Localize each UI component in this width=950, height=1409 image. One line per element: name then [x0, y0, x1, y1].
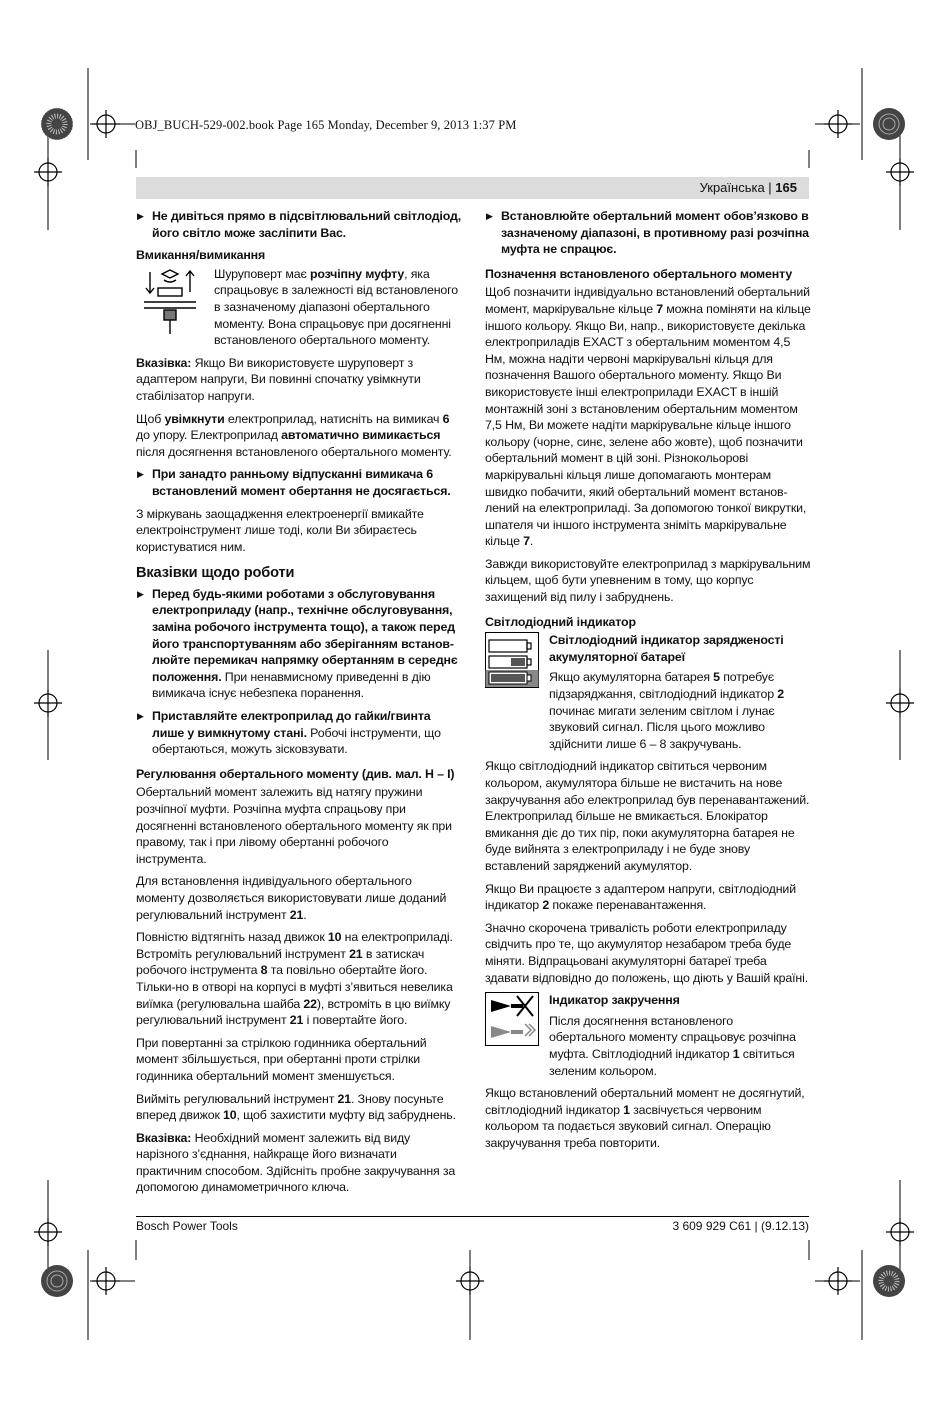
header-text: Українська | 165 — [699, 180, 797, 195]
clutch-icon — [136, 266, 204, 338]
note-paragraph: Вказівка: Необхідний момент залежить від виду нарізного з’єднання, найкраще його визначати практичним способом. Здійсніть пробне закручування за допомогою динамометричного ключа. — [136, 1130, 456, 1195]
section-heading: Регулювання обертального моменту (див. мал. H – I) — [136, 766, 455, 781]
right-column — [485, 208, 811, 1157]
battery-paragraph: Якщо Ви працюєте з адаптером напруги, світлодіодний індикатор 2 покаже перенавантаження. — [485, 881, 796, 913]
marking-paragraph: Щоб позначити індивідуально встановлений обертальний момент, маркірувальне кільце 7 можна поміняти на кільце іншого кольору. Якщо Ви, напр., використовуєте декілька електроприладів EXACT з обертальним моментом 4,5 Нм, можна надіти червоні маркірувальні кільця для позначення Вашого обертального моменту. Якщо Ви використовуєте інші електроприлади EXACT в іншій монтажній зоні з встановленим обертальним моментом 7,5 Нм, Ви можете надіти маркірувальне кільце іншого кольору (чорне, синє, зелене або жовте), щоб позначити обертальний момент в цій зоні. Різнокольорові маркірувальні кільця лише допомагають монтерам швидко побачити, який обертальний момент встановлений на електроприладі. За допомогою тонкої викрутки, шпателя чи іншого інструмента зніміть маркірувальне кільце 7. — [485, 285, 811, 549]
battery-figure-block — [485, 632, 811, 752]
screw-figure-block — [485, 992, 811, 1079]
subsection-heading: Світлодіодний індикатор зарядженості акумуляторної батареї — [549, 633, 784, 664]
torque-paragraph: Повністю відтягніть назад движок 10 на електроприладі. Встроміть регулювальний інструмент 21 в затискач робочого інструмента 8 та повільно обертайте його. Тільки-но в отворі на корпусі в муфті з’явиться невелика виїмка (регулювальна шайба 22), встроміть в цю виїмку регулювальний інструмент 21 і повертайте його. — [136, 930, 453, 1028]
section-heading: Світлодіодний індикатор — [485, 614, 636, 629]
page-number: 165 — [775, 180, 797, 195]
torque-paragraph: При повертанні за стрілкою годинника обертальний момент збільшується, при обертанні проти стрілки годинника обертальний момент зменшується. — [136, 1035, 427, 1083]
header-language: Українська — [699, 180, 765, 195]
screw-paragraph: Якщо встановлений обертальний момент не досягнутий, світлодіодний індикатор 1 засвічується червоним кольором та подається звуковий сигнал. Операцію закручування треба повторити. — [485, 1086, 805, 1150]
battery-paragraph: Якщо світлодіодний індикатор світиться червоним кольором, акумулятора більше не вистачить на нове закручування або електроприлад був перенавантажений. Електроприлад більше не вмикається. Блокіратор вмикання діє до тих пір, поки акумуляторна батарея не буде вийнята з електроприладу і не буде знову вставлений заряджений акумулятор. — [485, 759, 810, 873]
page-header — [136, 177, 809, 199]
footer-brand: Bosch Power Tools — [136, 1219, 238, 1233]
warning-bullet: ▶ Перед будь-якими роботами з обслуговування електроприладу (напр., технічне обслуговування, заміна робочого інструмента тощо), а також перед його транспортуванням або зберіганням встановлюйте перемикач напрямку обертанням в середнє положення. При ненавмисному приведенні в дію вимикача існує небезпека поранення. — [136, 586, 462, 702]
torque-paragraph: Вийміть регулювальний інструмент 21. Знову посуньте вперед движок 10, щоб захистити муфту від забруднень. — [136, 1091, 456, 1123]
marking-paragraph: Завжди використовуйте електроприлад з маркірувальним кільцем, щоб бути упевненим в тому, що корпус захищений від пилу і забруднень. — [485, 556, 811, 605]
battery-text: Світлодіодний індикатор зарядженості акумуляторної батареї Якщо акумуляторна батарея 5 потребує підзаряджання, світлодіодний індикатор 2 починає мигати зеленим світлом і лунає звуковий сигнал. Після цього можливо здійснити лише 6 – 8 закручувань. — [549, 632, 811, 752]
footer-rule — [136, 1216, 809, 1217]
warning-bullet: ▶ При занадто ранньому відпусканні вимикача 6 встановлений момент обертання не досягається. — [136, 466, 462, 499]
subsection-heading: Індикатор закручення — [549, 993, 680, 1008]
switch-figure-block — [136, 266, 462, 349]
section-heading: Вмикання/вимикання — [136, 248, 266, 263]
footer-docnumber: 3 609 929 C61 | (9.12.13) — [672, 1219, 809, 1233]
torque-paragraph: Обертальний момент залежить від натягу пружини розчіпної муфти. Розчіпна муфта спрацьову при досягненні встановленого обертального моменту як при правому, так і при лівому обертанні робочого інструмента. — [136, 785, 452, 866]
section-heading: Позначення встановленого обертального моменту — [485, 266, 793, 281]
battery-paragraph: Значно скорочена тривалість роботи електроприладу свідчить про те, що акумулятор незабаром треба буде міняти. Відпрацьовані акумуляторні батареї треба здавати відповідно до положень, що діють у Вашій країні. — [485, 920, 809, 985]
energy-paragraph: З міркувань заощадження електроенергії вмикайте електроінструмент лише тоді, коли Ви збираєтесь користуватися ним. — [136, 506, 424, 554]
torque-paragraph: Для встановлення індивідуального обертального моменту дозволяється використовувати лише доданий регулювальний інструмент 21. — [136, 874, 447, 922]
switch-text: Шуруповерт має розчіпну муфту, яка спрацьовує в залежності від встановленого в зазначеному діапазоні обертального моменту. Вона спрацьовує при досягненні встановленого обертального моменту. — [214, 266, 459, 348]
switch-on-paragraph: Щоб увімкнути електроприлад, натисніть на вимикач 6 до упору. Електроприлад автоматично вимикається після досягнення встановленого обертального моменту. — [136, 411, 452, 459]
section-title: Вказівки щодо роботи — [136, 565, 295, 582]
battery-indicator-icon — [485, 632, 539, 688]
screw-indicator-icon — [485, 992, 539, 1046]
note-paragraph: Вказівка: Якщо Ви використовуєте шуруповерт з адаптером напруги, Ви повинні спочатку увімкнути стабілізатор напруги. — [136, 355, 421, 403]
file-info-line: OBJ_BUCH-529-002.book Page 165 Monday, December 9, 2013 1:37 PM — [135, 118, 517, 132]
warning-bullet: ▶ Не дивіться прямо в підсвітлювальний світлодіод, його світло може засліпити Вас. — [136, 208, 462, 241]
left-column — [136, 208, 462, 1202]
warning-bullet: ▶ Приставляйте електроприлад до гайки/гвинта лише у вимкнутому стані. Робочі інструменти, що обертаються, можуть зісковзувати. — [136, 708, 462, 758]
warning-bullet: ▶ Встановлюйте обертальний момент обов’язково в зазначеному діапазоні, в противному разі розчіпна муфта не спрацює. — [485, 208, 811, 258]
screw-text: Індикатор закручення Після досягнення встановленого обертального моменту спрацьовує розчіпна муфта. Світлодіодний індикатор 1 світиться зеленим кольором. — [549, 992, 811, 1079]
